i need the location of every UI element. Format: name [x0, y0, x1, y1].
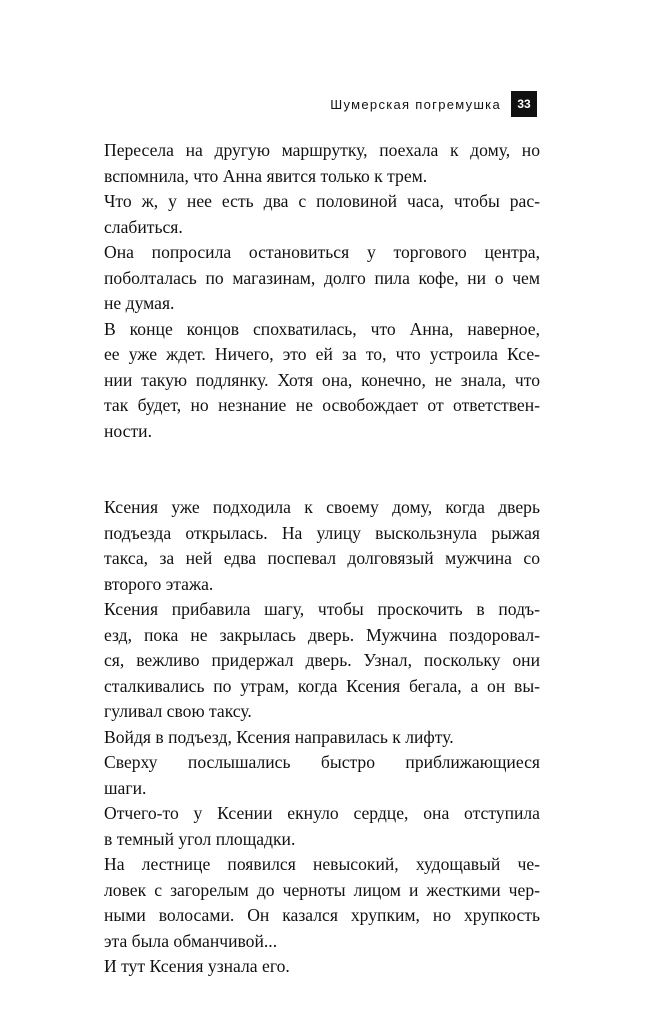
text-line: Что ж, у нее есть два с половиной часа, чтобы рас-	[104, 191, 540, 211]
paragraph	[104, 138, 540, 189]
text-line: Она попросила остановиться у торгового центра,	[104, 242, 540, 262]
text-line: в темный угол площадки.	[104, 828, 296, 849]
paragraph	[104, 750, 540, 801]
paragraph	[104, 189, 540, 240]
text-line: эта была обманчивой...	[104, 930, 278, 951]
text-line: такса, за ней едва поспевал долговязый мужчина со	[104, 548, 540, 568]
text-line: ловек с загорелым до черноты лицом и жесткими чер-	[104, 879, 540, 900]
paragraph	[104, 852, 540, 954]
text-line: И тут Ксения узнала его.	[104, 956, 290, 976]
text-line: не думая.	[104, 293, 175, 313]
paragraph	[104, 954, 540, 980]
text-line: ными волосами. Он казался хрупким, но хрупкость	[104, 905, 540, 925]
text-line: подъезда открылась. На улицу выскользнула рыжая	[104, 522, 540, 543]
section-break	[104, 444, 540, 495]
page-header	[330, 92, 537, 116]
text-line: Пересела на другую маршрутку, поехала к дому, но	[104, 140, 540, 160]
body-text	[104, 138, 540, 980]
running-title: Шумерская погремушка	[330, 96, 501, 112]
text-line: сталкивались по утрам, когда Ксения бегала, а он вы-	[104, 675, 540, 696]
text-line: Сверху послышались быстро приближающиеся	[104, 752, 540, 772]
text-line: вспомнила, что Анна явится только к трем.	[104, 165, 428, 186]
page-number: 33	[511, 91, 537, 117]
paragraph	[104, 597, 540, 725]
paragraph	[104, 801, 540, 852]
paragraph	[104, 240, 540, 317]
text-line: так будет, но незнание не освобождает от ответствен-	[104, 395, 540, 415]
paragraph	[104, 317, 540, 445]
text-line: ее уже ждет. Ничего, это ей за то, что устроила Ксе-	[104, 344, 540, 364]
text-line: Ксения прибавила шагу, чтобы проскочить в подъ-	[104, 599, 540, 619]
paragraph	[104, 725, 540, 751]
text-line: шаги.	[104, 777, 147, 798]
text-line: На лестнице появился невысокий, худощавый че-	[104, 854, 540, 874]
paragraph	[104, 495, 540, 597]
text-line: Отчего-то у Ксении екнуло сердце, она отступила	[104, 803, 540, 823]
text-line: езд, пока не закрылась дверь. Мужчина поздоровал-	[104, 624, 540, 645]
text-line: Ксения уже подходила к своему дому, когда дверь	[104, 497, 540, 517]
text-line: гуливал свою таксу.	[104, 701, 252, 721]
text-line: слабиться.	[104, 216, 183, 237]
text-line: В конце концов спохватилась, что Анна, наверное,	[104, 318, 540, 339]
text-line: ся, вежливо придержал дверь. Узнал, поскольку они	[104, 650, 540, 670]
text-line: второго этажа.	[104, 573, 214, 594]
text-line: нии такую подлянку. Хотя она, конечно, не знала, что	[104, 369, 540, 390]
text-line: ности.	[104, 420, 152, 441]
text-line: поболталась по магазинам, долго пила кофе, ни о чем	[104, 267, 540, 288]
text-line: Войдя в подъезд, Ксения направилась к лифту.	[104, 726, 454, 747]
